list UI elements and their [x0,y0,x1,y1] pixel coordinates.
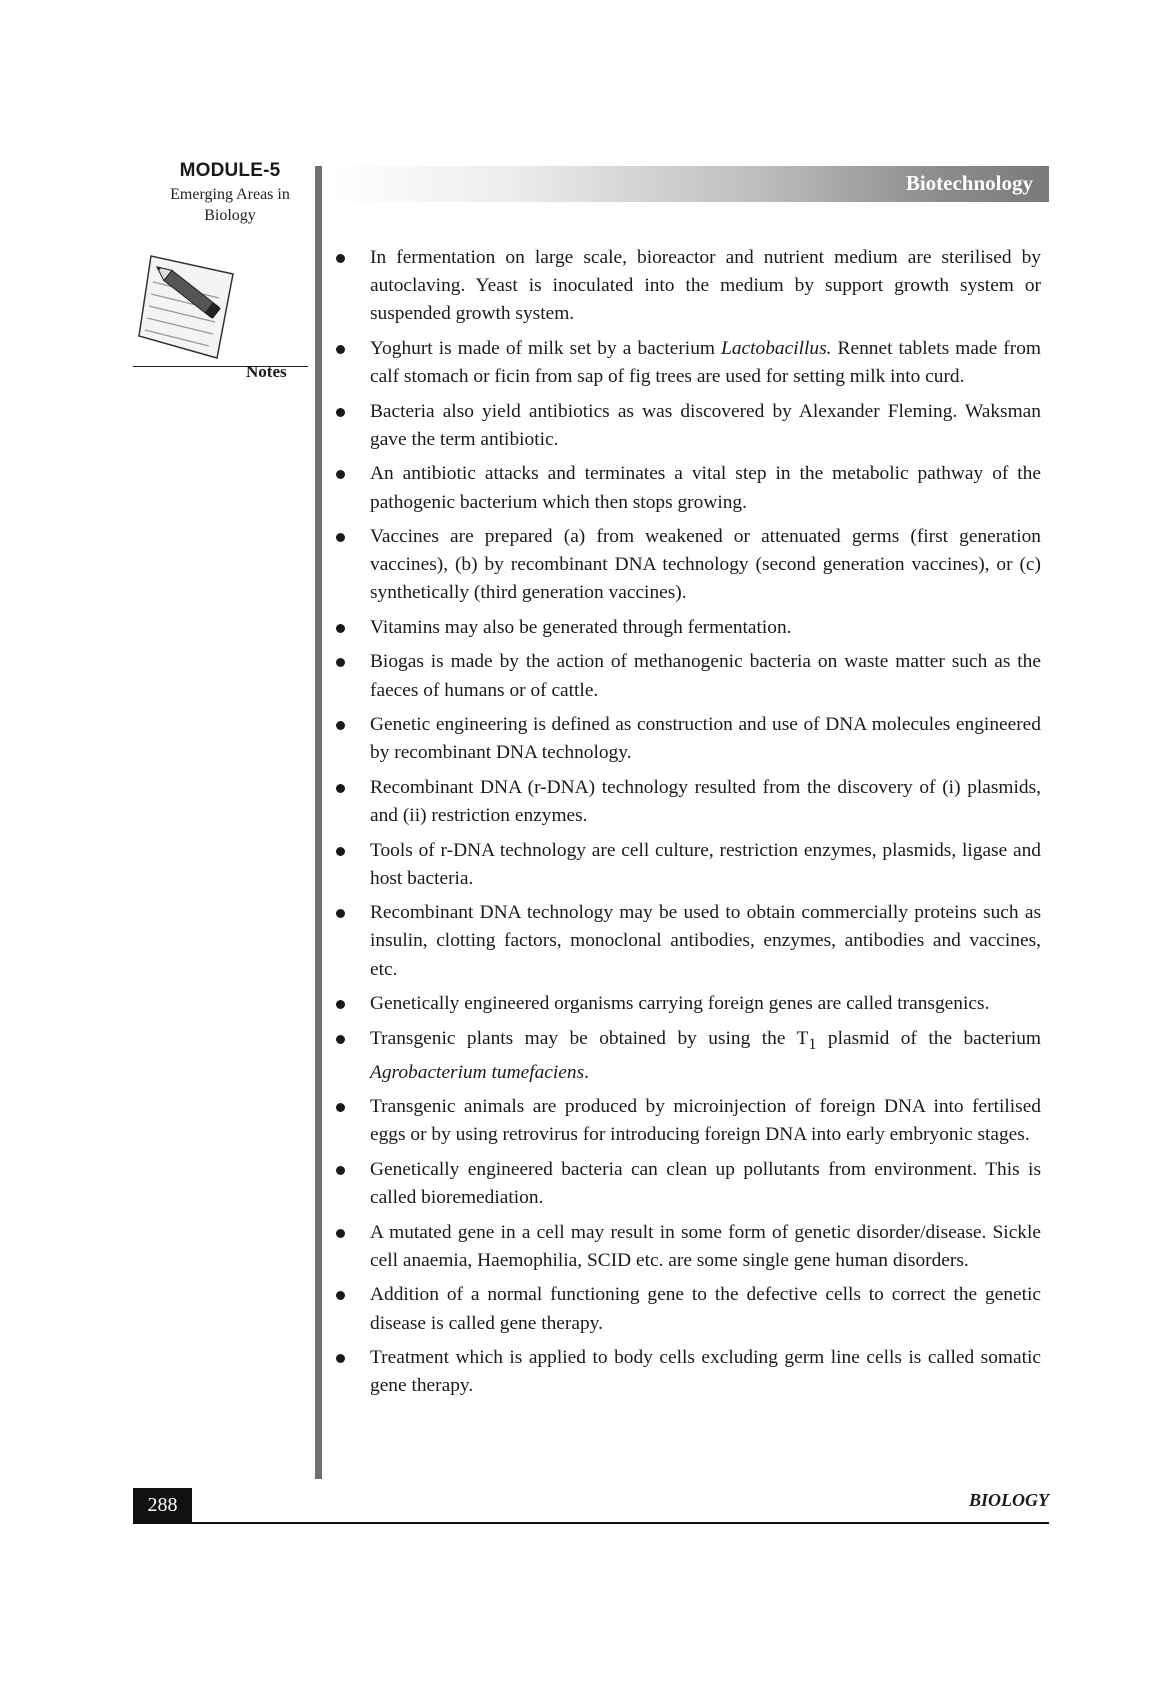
bullet-item: Transgenic animals are produced by microinjection of foreign DNA into fertilised eggs or by using retrovirus for introducing foreign DNA into early embryonic stages. [336,1093,1041,1149]
bullet-icon [336,1166,345,1175]
bullet-item: Vaccines are prepared (a) from weakened or attenuated germs (first generation vaccines), (b) by recombinant DNA technology (second generation vaccines), or (c) synthetically (third generation vaccines). [336,523,1041,608]
bullet-item: Addition of a normal functioning gene to the defective cells to correct the genetic disease is called gene therapy. [336,1281,1041,1337]
bullet-icon [336,658,345,667]
bullet-item: Bacteria also yield antibiotics as was discovered by Alexander Fleming. Waksman gave the term antibiotic. [336,398,1041,454]
bullet-icon [336,909,345,918]
bullet-icon [336,1291,345,1300]
bullet-icon [336,784,345,793]
bullet-icon [336,408,345,417]
bullet-item: Biogas is made by the action of methanogenic bacteria on waste matter such as the faeces of humans or of cattle. [336,648,1041,704]
bullet-item: In fermentation on large scale, bioreactor and nutrient medium are sterilised by autoclaving. Yeast is inoculated into the medium by support growth system or suspended growth system. [336,244,1041,329]
bullet-icon [336,1000,345,1009]
bullet-icon [336,1035,345,1044]
footer-book-title: BIOLOGY [969,1490,1049,1510]
bullet-icon [336,1354,345,1363]
page-number: 288 [133,1488,192,1522]
bullet-icon [336,624,345,633]
bullet-icon [336,533,345,542]
notes-label: Notes [246,362,287,381]
bullet-item: Tools of r-DNA technology are cell culture, restriction enzymes, plasmids, ligase and host bacteria. [336,837,1041,893]
notepad-pencil-icon [133,252,243,362]
module-subtitle-line2: Biology [204,207,256,224]
module-heading [150,160,310,226]
bullet-icon [336,254,345,263]
chapter-title: Biotechnology [905,171,1033,195]
bullet-item: Recombinant DNA (r-DNA) technology resulted from the discovery of (i) plasmids, and (ii) restriction enzymes. [336,774,1041,830]
bullet-item: A mutated gene in a cell may result in some form of genetic disorder/disease. Sickle cell anaemia, Haemophilia, SCID etc. are some single gene human disorders. [336,1219,1041,1275]
bullet-icon [336,1229,345,1238]
footer-rule [133,1522,1049,1524]
bullet-icon [336,847,345,856]
module-title: MODULE-5 [179,160,281,181]
bullet-icon [336,1103,345,1112]
bullet-icon [336,345,345,354]
summary-bullet-list [336,244,1041,1407]
bullet-icon [336,721,345,730]
bullet-icon [336,470,345,479]
bullet-item: Recombinant DNA technology may be used to obtain commercially proteins such as insulin, clotting factors, monoclonal antibodies, enzymes, antibodies and vaccines, etc. [336,899,1041,984]
bullet-item: Vitamins may also be generated through fermentation. [336,614,1041,642]
module-subtitle-line1: Emerging Areas in [170,186,290,203]
bullet-item: An antibiotic attacks and terminates a vital step in the metabolic pathway of the pathogenic bacterium which then stops growing. [336,460,1041,516]
chapter-header-band [327,166,1049,202]
margin-divider-bar [315,166,322,1479]
bullet-item: Genetically engineered bacteria can clean up pollutants from environment. This is called bioremediation. [336,1156,1041,1212]
bullet-item: Yoghurt is made of milk set by a bacterium Lactobacillus. Rennet tablets made from calf stomach or ficin from sap of fig trees are used for setting milk into curd. [336,335,1041,391]
bullet-item: Treatment which is applied to body cells excluding germ line cells is called somatic gene therapy. [336,1344,1041,1400]
bullet-item: Genetic engineering is defined as construction and use of DNA molecules engineered by recombinant DNA technology. [336,711,1041,767]
bullet-item: Transgenic plants may be obtained by using the $T_1$ plasmid of the bacterium Agrobacterium tumefaciens. [336,1025,1041,1087]
module-subtitle [150,184,310,226]
bullet-item: Genetically engineered organisms carrying foreign genes are called transgenics. [336,990,1041,1018]
